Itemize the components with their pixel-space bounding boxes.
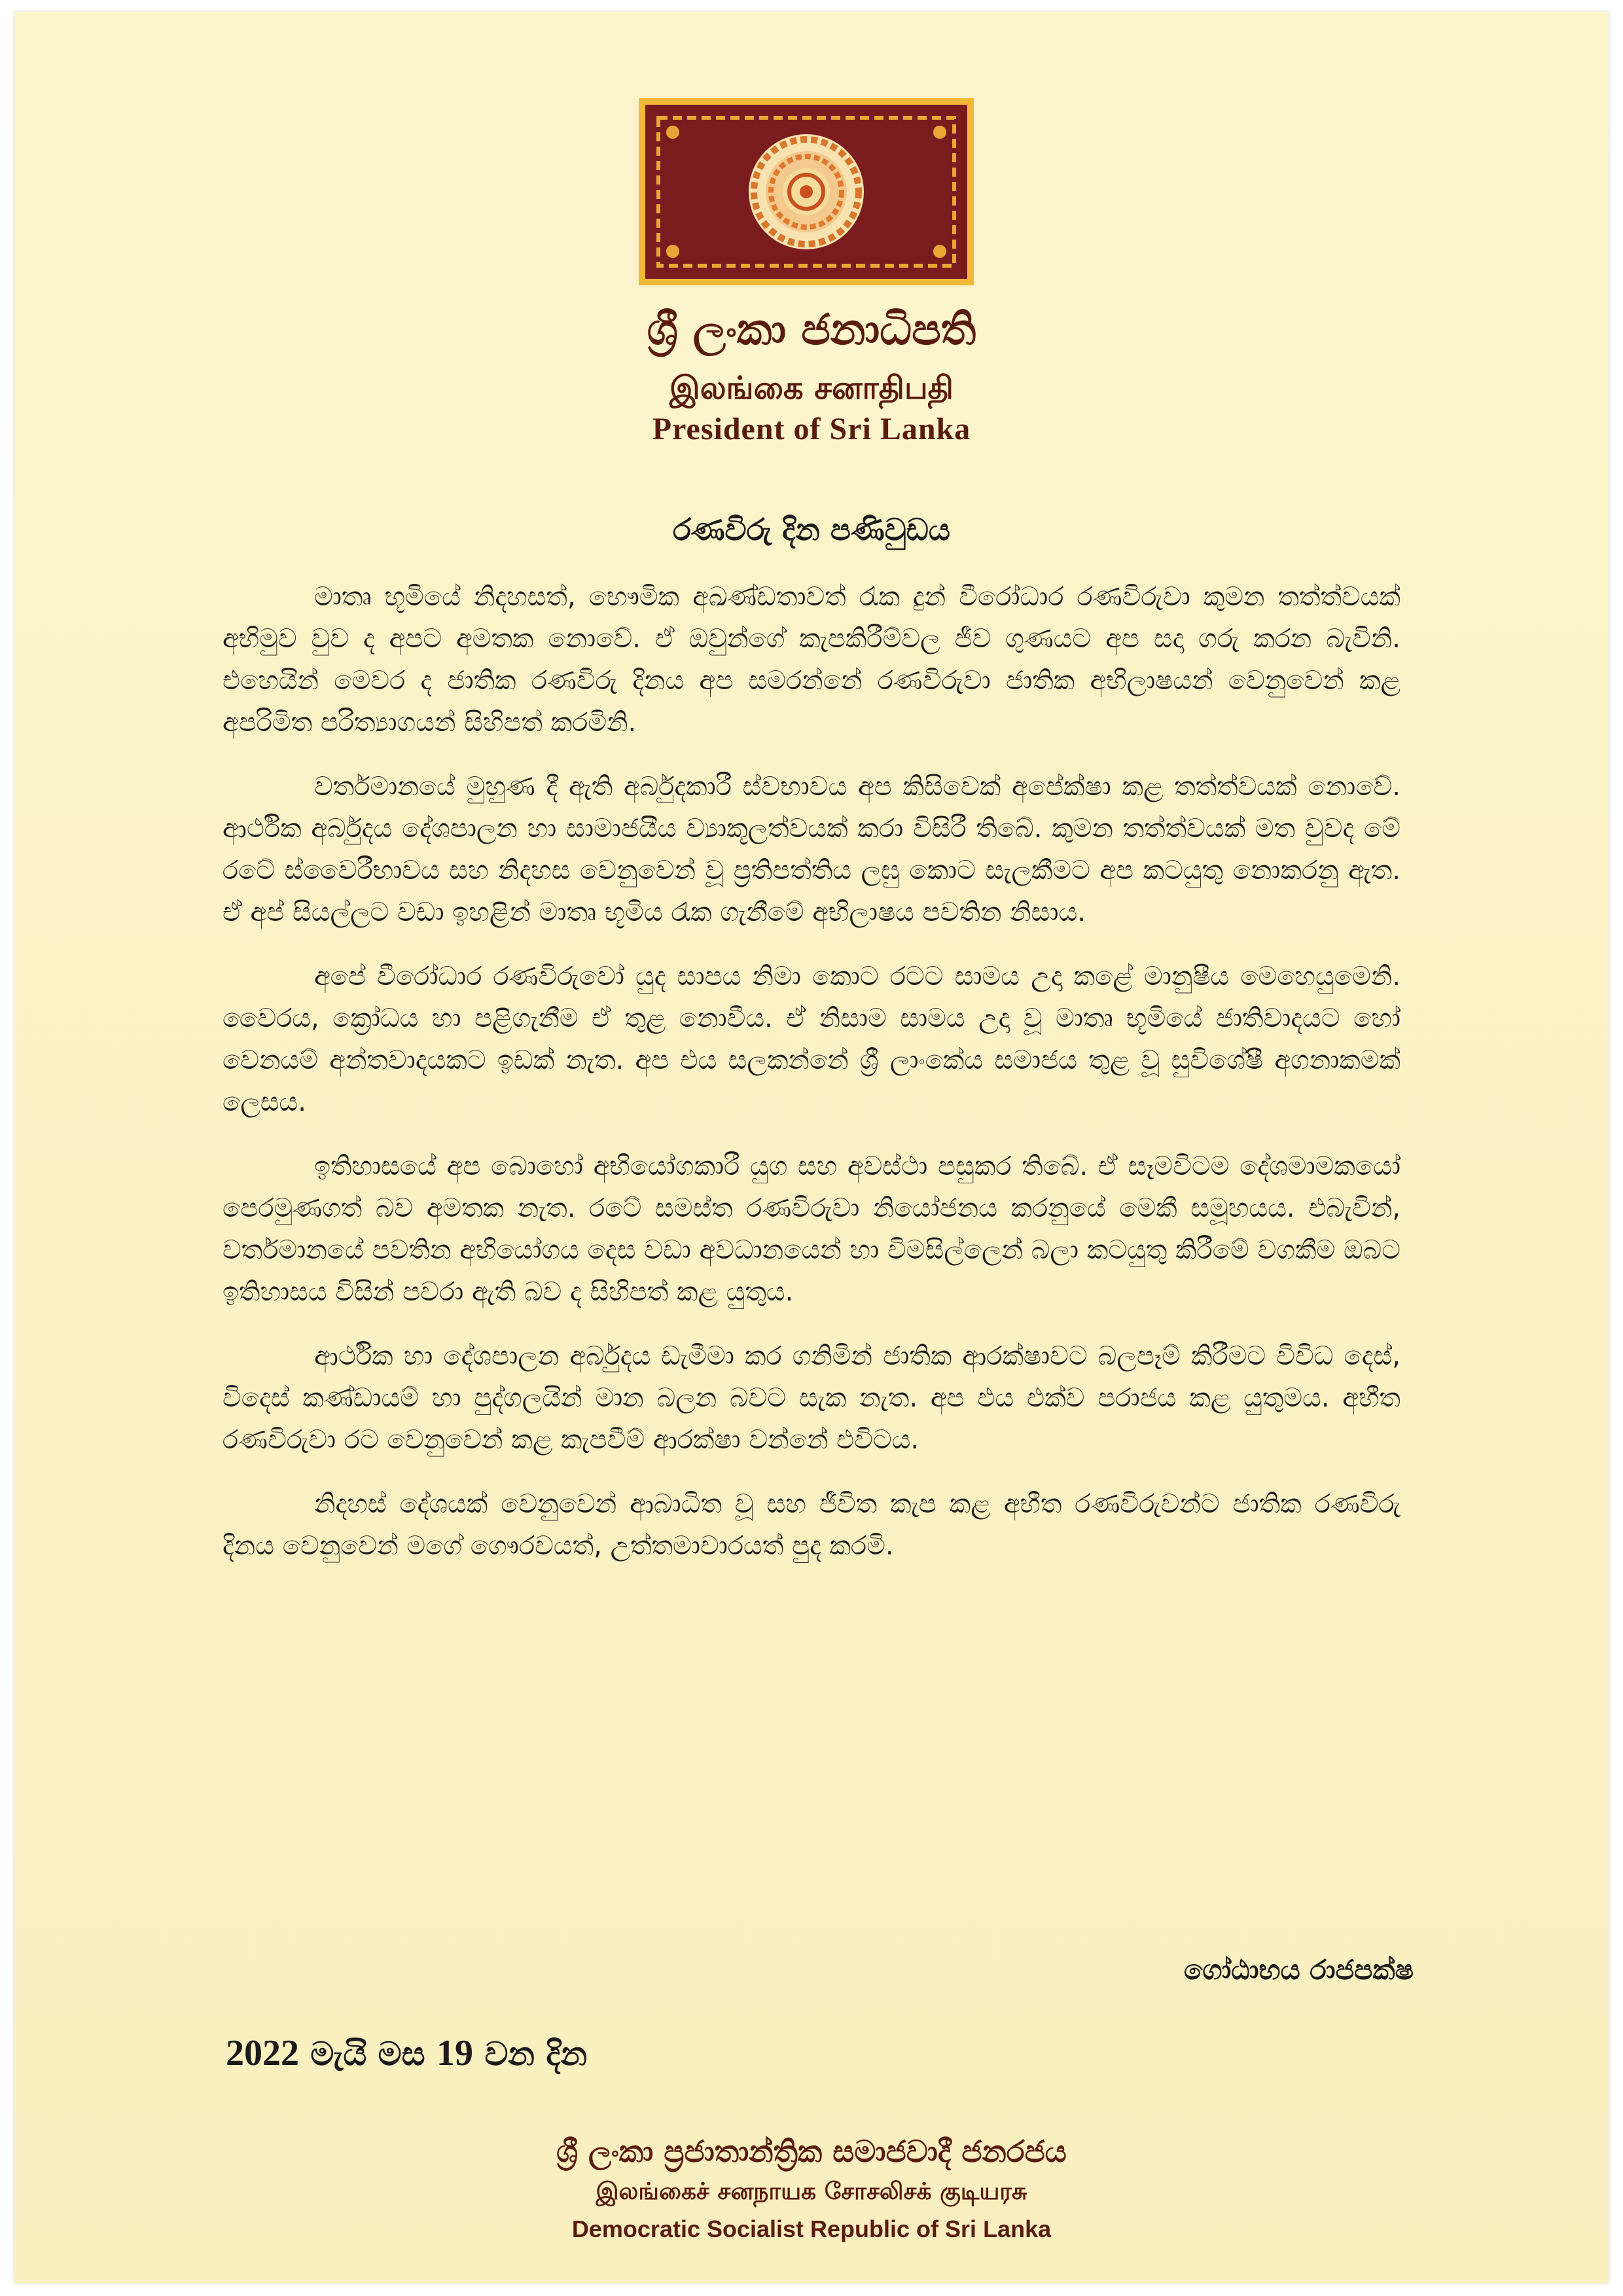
message-paragraph: ආර්ථික හා දේශපාලන අර්බුදය ඩැමීමා කර ගනිමින් ජාතික ආරක්ෂාවට බලපෑම් කිරීමට විවිධ දෙස්, විදෙස් කණ්ඩායම් හා පුද්ගලයින් මාන බලන බවට සැක නැත. අප එය එක්ව පරාජය කළ යුතුමය. අභීත රණවිරුවා රට වෙනුවෙන් කළ කැපවීම් ආරක්ෂා වන්නේ එවිටය. <box>223 1341 1400 1455</box>
signatory-name: ගෝඨාභය රාජපක්ෂ <box>1183 1954 1414 1986</box>
message-body <box>223 576 1400 1589</box>
message-paragraph: අපේ වීරෝධාර රණවිරුවෝ යුද සාපය නිමා කොට රටට සාමය උදා කළේ මානුෂීය මෙහෙයුමෙනි. වෛරය, ක්‍රෝධය හා පළිගැනීම ඒ තුළ නොවීය. ඒ නිසාම සාමය උදා වූ මාතෘ භූමියේ ජාතිවාදයට හෝ වෙනයම් අන්තවාදයකට ඉඩක් නැත. අප එය සලකන්නේ ශ්‍රී ලාංකේය සමාජය තුළ වූ සුවිශේෂී අගනාකමක් ලෙසය. <box>223 961 1400 1117</box>
footer-english: Democratic Socialist Republic of Sri Lanka <box>571 2215 1052 2242</box>
date-day: 19 <box>437 2033 474 2073</box>
date-month: මැයි මස <box>310 2035 425 2073</box>
footer-tamil: இலங்கைச் சனநாயக சோசலிசக் குடியரசு <box>596 2178 1027 2205</box>
date-suffix: වන දින <box>484 2035 588 2073</box>
letterhead-title-english: President of Sri Lanka <box>652 412 971 446</box>
message-paragraph: ඉතිහාසයේ අප බොහෝ අභියෝගකාරී යුග සහ අවස්ථා පසුකර තිබේ. ඒ සෑමවිටම දේශමාමකයෝ පෙරමුණගත් බව අමතක නැත. රටේ සමස්ත රණවිරුවා නියෝජනය කරනුයේ මෙකී සමූහයය. එබැවින්, වර්තමානයේ පවතින අභියෝගය දෙස වඩා අවධානයෙන් හා විමසිල්ලෙන් බලා කටයුතු කිරීමේ වගකීම ඔබට ඉතිහාසය විසින් පවරා ඇති බව ද සිහිපත් කළ යුතුය. <box>223 1151 1401 1307</box>
letterhead-title-tamil: இலங்கை சனாதிபதி <box>669 370 954 406</box>
message-paragraph: මාතෘ භූමියේ නිදහසත්, භෞමික අඛණ්ඩතාවත් රැක දුන් වීරෝධාර රණවිරුවා කුමන තත්ත්වයක් අභිමුව වුව ද අපට අමතක නොවේ. ඒ ඔවුන්ගේ කැපකිරීම්වල ජීව ගුණයට අප සදා ගරු කරන බැවිනි. එහෙයින් මෙවර ද ජාතික රණවිරු දිනය අප සමරන්නේ රණවිරුවා ජාතික අභිලාෂයන් වෙනුවෙන් කළ අපරිමිත පරිත්‍යාගයන් සිහිපත් කරමිනි. <box>223 582 1400 738</box>
message-paragraph: නිදහස් දේශයක් වෙනුවෙන් ආබාධිත වූ සහ ජීවිත කැප කළ අභීත රණවිරුවන්ට ජාතික රණවිරු දිනය වෙනුවෙන් මගේ ගෞරවයත්, උත්තමාචාරයත් පුද කරමි. <box>223 1489 1400 1561</box>
message-paragraph: වර්තමානයේ මුහුණ දී ඇති අර්බුදකාරී ස්වභාවය අප කිසිවෙක් අපේක්ෂා කළ තත්ත්වයක් නොවේ. ආර්ථික අර්බුදය දේශපාලන හා සාමාජයීය ව්‍යාකූලත්වයක් කරා විසිරී තිබේ. කුමන තත්ත්වයක් මත වුවද මේ රටේ ස්වෛරීභාවය සහ නිදහස වෙනුවෙන් වූ ප්‍රතිපත්තිය ලඝු කොට සැලකීමට අප කටයුතු නොකරනු ඇත. ඒ අප් සියල්ලට වඩා ඉහළින් මාතෘ භූමිය රැක ගැනීමේ අභිලාෂය පවතින නිසාය. <box>223 772 1400 927</box>
presidential-standard-emblem-icon <box>639 98 974 285</box>
date-line <box>226 2032 587 2074</box>
date-year: 2022 <box>226 2033 299 2073</box>
message-title: රණවිරු දින පණිවුඩය <box>673 512 950 547</box>
footer-sinhala: ශ්‍රී ලංකා ප්‍රජාතාන්ත්‍රික සමාජවාදී ජනරජය <box>556 2134 1067 2169</box>
letterhead-title-sinhala: ශ්‍රී ලංකා ජනාධිපති <box>647 304 976 355</box>
